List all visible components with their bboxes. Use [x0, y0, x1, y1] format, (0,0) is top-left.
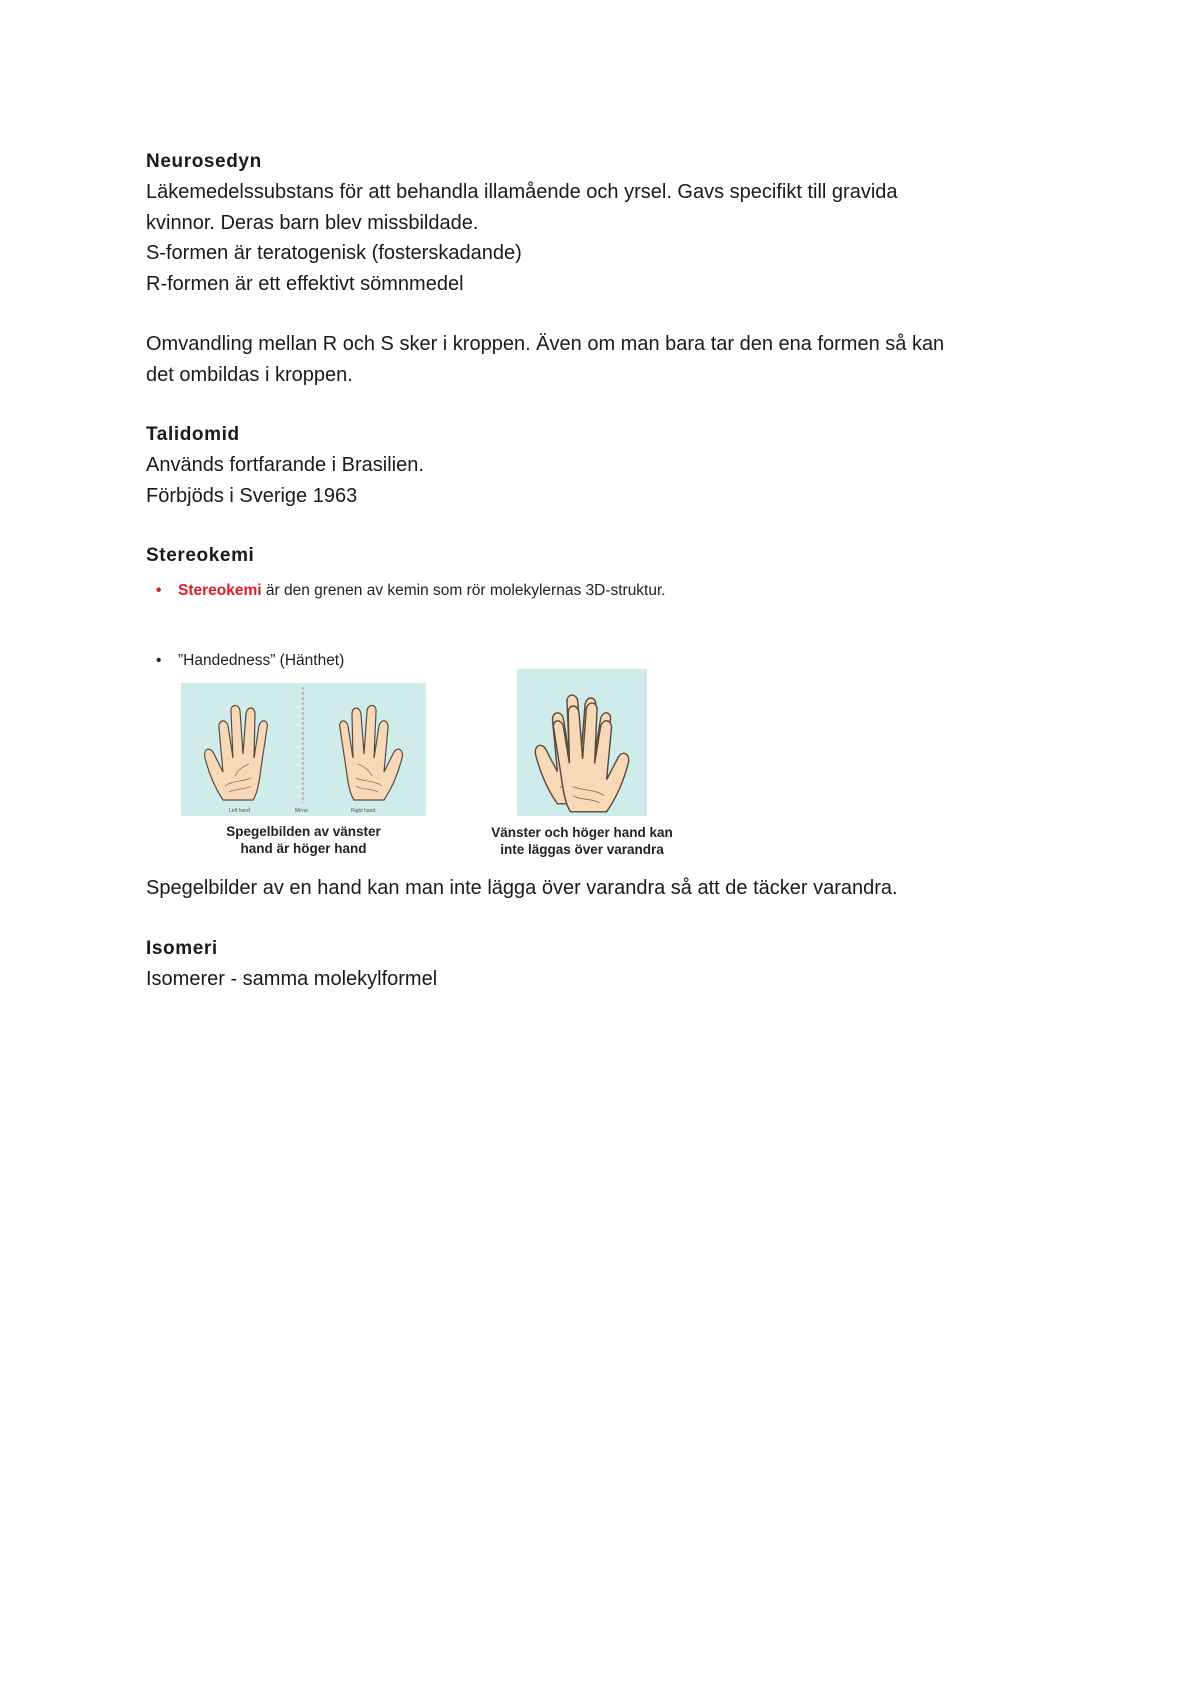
- bullet-text-rest: är den grenen av kemin som rör molekylernas 3D-struktur.: [261, 582, 666, 599]
- paragraph-line: R-formen är ett effektivt sömnmedel: [146, 272, 464, 295]
- paragraph-line: kvinnor. Deras barn blev missbildade.: [146, 211, 479, 234]
- bullet-dot: •: [156, 582, 162, 599]
- caption-line: Vänster och höger hand kan: [491, 825, 673, 840]
- caption-line: Spegelbilden av vänster: [226, 824, 381, 839]
- caption-line: hand är höger hand: [240, 841, 367, 856]
- figure-caption-mirror: [181, 823, 426, 857]
- paragraph-line: Läkemedelssubstans för att behandla illamående och yrsel. Gavs specifikt till gravida: [146, 181, 898, 203]
- stereochemistry-slide-figure: [146, 573, 1066, 873]
- image-label: Mirror: [295, 808, 309, 814]
- paragraph-line: Används fortfarande i Brasilien.: [146, 454, 424, 476]
- paragraph-line: Omvandling mellan R och S sker i kroppen. Även om man bara tar den ena formen så kan: [146, 333, 945, 355]
- paragraph-line: Förbjöds i Sverige 1963: [146, 484, 358, 507]
- highlighted-term: Stereokemi: [178, 582, 262, 599]
- paragraph-line: S-formen är teratogenisk (fosterskadande): [146, 242, 522, 264]
- overlapping-hands-image: [517, 669, 647, 816]
- heading-stereokemi: Stereokemi: [146, 545, 255, 566]
- paragraph-line: Isomerer - samma molekylformel: [146, 967, 438, 990]
- heading-neurosedyn: Neurosedyn: [146, 151, 262, 172]
- paragraph-line: Spegelbilder av en hand kan man inte lägga över varandra så att de täcker varandra.: [146, 877, 898, 899]
- caption-line: inte läggas över varandra: [500, 842, 664, 857]
- mirror-hands-image: [181, 683, 426, 816]
- image-label: Left hand: [229, 808, 250, 814]
- bullet-text: ”Handedness” (Hänthet): [178, 652, 345, 669]
- document-body: [146, 147, 1066, 994]
- heading-isomeri: Isomeri: [146, 937, 218, 959]
- heading-talidomid: Talidomid: [146, 424, 240, 445]
- bullet-text: [178, 581, 698, 600]
- figure-caption-overlap: [471, 824, 693, 858]
- image-label: Right hand: [351, 808, 376, 814]
- paragraph-line: det ombildas i kroppen.: [146, 363, 353, 386]
- bullet-dot: •: [156, 652, 162, 669]
